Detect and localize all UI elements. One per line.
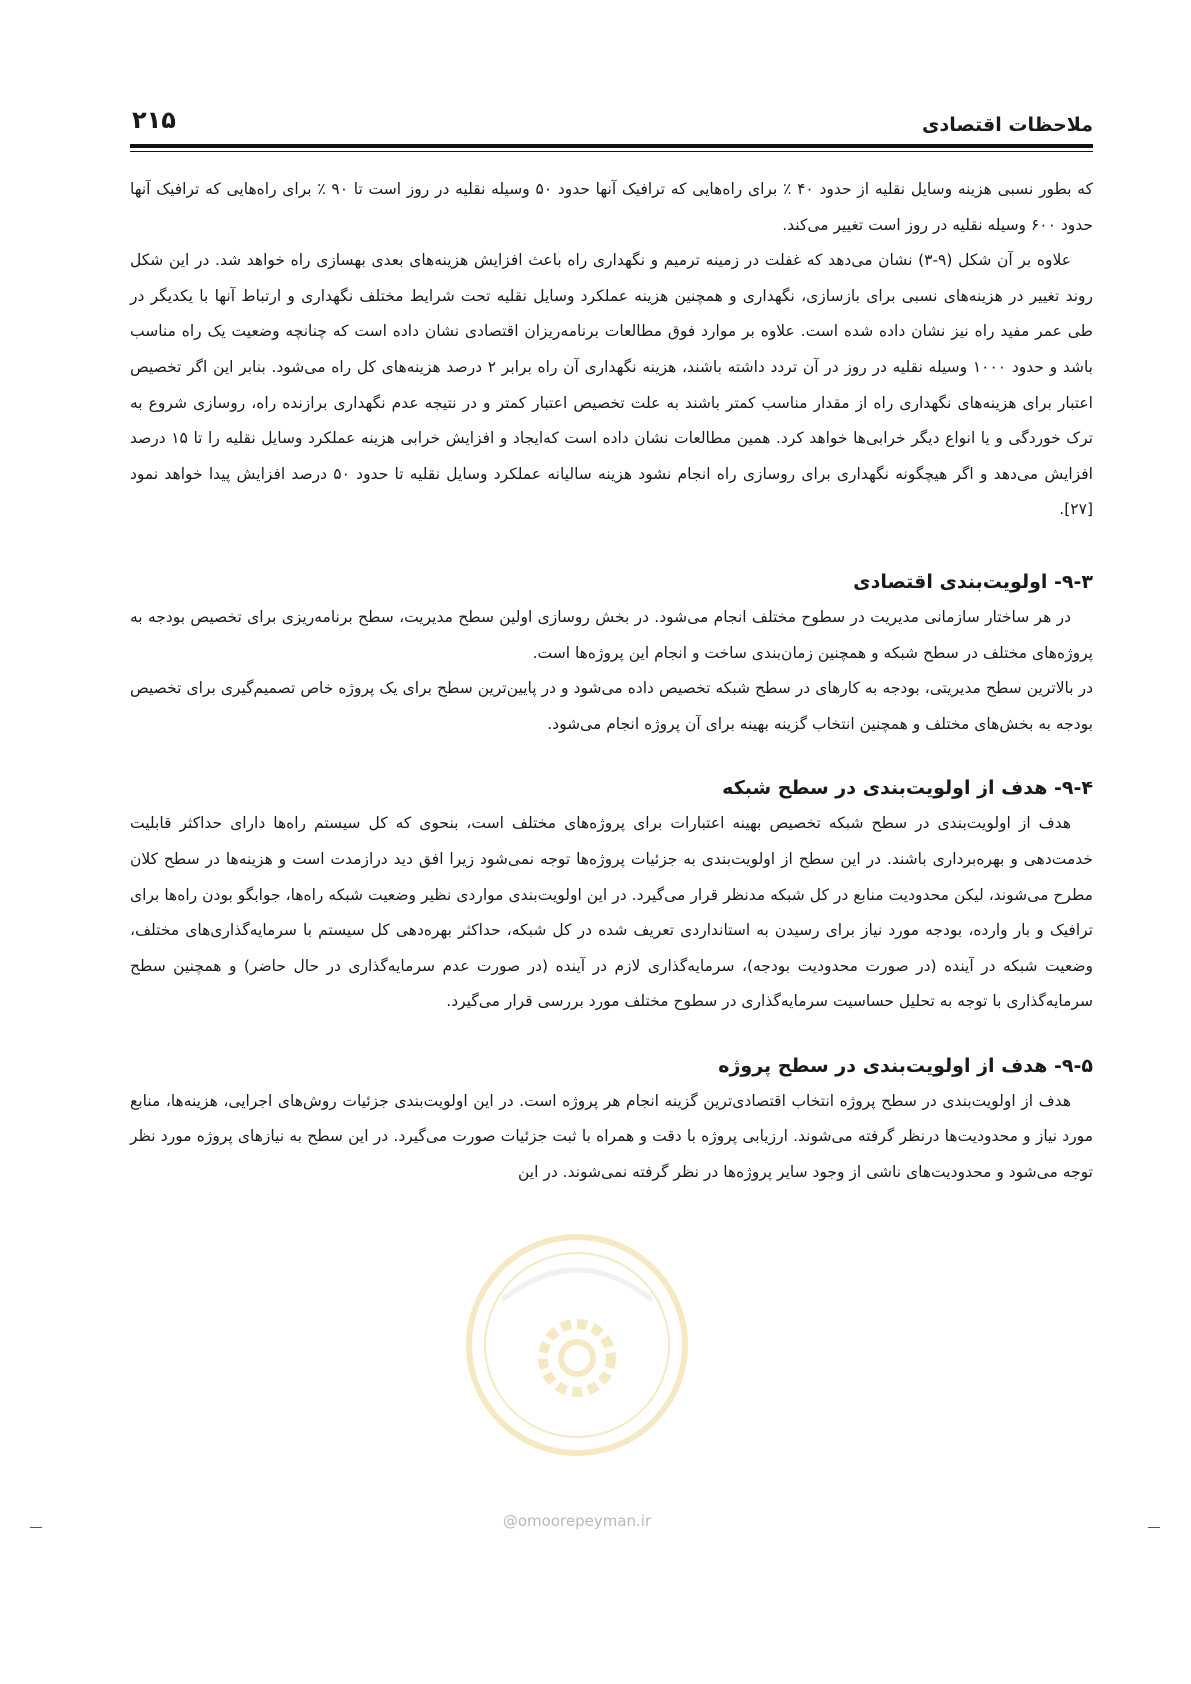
paragraph-1: که بطور نسبی هزینه وسایل نقلیه از حدود ۴۰ ٪ برای راه‌هایی که ترافیک آنها حدود ۵۰ وسیله نقلیه در روز است تا ۹۰ ٪ برای راه‌هایی که ترافیک آنها حدود ۶۰۰ وسیله نقلیه در روز است تغییر می‌کند. xyxy=(130,180,1094,234)
corner-mark-right xyxy=(1148,1527,1160,1528)
section-heading-9-5: ۹-۵- هدف از اولویت‌بندی در سطح پروژه xyxy=(718,1054,1093,1077)
page-number: ۲۱۵ xyxy=(132,106,176,134)
watermark-url: @omoorepeyman.ir xyxy=(502,1512,652,1530)
header-rule-thin xyxy=(130,151,1093,152)
paragraph-2: علاوه بر آن شکل (۹-۳) نشان می‌دهد که غفلت در زمینه ترمیم و نگهداری راه باعث افزایش هزینه‌های بعدی بهسازی راه خواهد شد. در این شکل روند تغییر در هزینه‌های نسبی برای بازسازی، نگهداری و همچنین هزینه عملکرد وسایل نقلیه تحت شرایط مختلف نگهداری و ارتباط آنها با یکدیگر در طی عمر مفید راه نیز نشان داده شده است. علاوه بر موارد فوق مطالعات برنامه‌ریزان اقتصادی نشان داده است که چنانچه وضعیت یک راه مناسب باشد و حدود ۱۰۰۰ وسیله نقلیه در روز در آن تردد داشته باشند، هزینه نگهداری آن راه برابر ۲ درصد هزینه‌های کل راه می‌شود. بنابر این اگر تخصیص اعتبار برای هزینه‌های نگهداری راه از مقدار مناسب کمتر باشند به علت تخصیص اعتبار کمتر و در نتیجه عدم نگهداری برازنده راه، روسازی شروع به ترک خوردگی و یا انواع دیگر خرابی‌ها خواهد کرد. همین مطالعات نشان داده است که‌ایجاد و افزایش خرابی هزینه عملکرد وسایل نقلیه را تا ۱۵ درصد افزایش می‌دهد و اگر هیچگونه نگهداری برای روسازی راه انجام نشود هزینه سالیانه عملکرد وسایل نقلیه تا حدود ۵۰ درصد افزایش پیدا خواهد نمود [۲۷]. xyxy=(130,251,1093,519)
section-heading-9-4: ۹-۴- هدف از اولویت‌بندی در سطح شبکه xyxy=(722,777,1093,800)
paragraph-3: در هر ساختار سازمانی مدیریت در سطوح مختلف انجام می‌شود. در بخش روسازی اولین سطح مدیریت، سطح برنامه‌ریزی برای تخصیص بودجه به پروژه‌های مختلف در سطح شبکه و همچنین زمان‌بندی ساخت و انجام این پروژه‌ها است. xyxy=(130,607,1093,662)
watermark-seal-logo xyxy=(462,1230,692,1460)
paragraph-5: هدف از اولویت‌بندی در سطح شبکه تخصیص بهینه اعتبارات برای پروژه‌های مختلف است، بنحوی که کل سیستم راه‌ها دارای حداکثر قابلیت خدمت‌دهی و بهره‌برداری باشند. در این سطح از اولویت‌بندی به جزئیات پروژه‌ها توجه نمی‌شود زیرا افق دید درازمدت است و هزینه‌ها در سطح کلان مطرح می‌شوند، لیکن محدودیت منابع در کل شبکه مدنظر قرار می‌گیرد. در این اولویت‌بندی مواردی نظیر وضعیت شبکه راه‌ها، جوابگو بودن راه‌ها برای ترافیک و بار وارده، بودجه مورد نیاز برای رسیدن به استانداردی تعریف شده در کل شبکه، حداکثر بهره‌دهی کل سیستم با سرمایه‌گذاری‌های مختلف، وضعیت شبکه در آینده (در صورت محدودیت بودجه)، سرمایه‌گذاری لازم در آینده (در صورت عدم سرمایه‌گذاری در حال حاضر) و همچنین سطح سرمایه‌گذاری با توجه به تحلیل حساسیت سرمایه‌گذاری در سطوح مختلف مورد بررسی قرار می‌گیرد. xyxy=(130,814,1093,1011)
header-rule-thick xyxy=(130,144,1093,148)
paragraph-6: هدف از اولویت‌بندی در سطح پروژه انتخاب اقتصادی‌ترین گزینه انجام هر پروژه است. در این اولویت‌بندی جزئیات روش‌های اجرایی، هزینه‌ها، منابع مورد نیاز و محدودیت‌ها درنظر گرفته می‌شوند. ارزیابی پروژه با دقت و همراه با ثبت جزئیات صورت می‌گیرد. در این سطح به نیازهای پروژه مورد نظر توجه می‌شود و محدودیت‌های ناشی از وجود سایر پروژه‌ها در نظر گرفته نمی‌شوند. در این xyxy=(130,1091,1093,1182)
paragraph-4: در بالاترین سطح مدیریتی، بودجه به کارهای در سطح شبکه تخصیص داده می‌شود و در پایین‌ترین سطح برای یک پروژه خاص تصمیم‌گیری برای تخصیص بودجه به بخش‌های مختلف و همچنین انتخاب گزینه بهینه برای آن پروژه انجام می‌شود. xyxy=(130,679,1093,733)
page-header xyxy=(130,104,1093,146)
running-title: ملاحظات اقتصادی xyxy=(922,114,1093,136)
corner-mark-left xyxy=(30,1527,42,1528)
section-heading-9-3: ۹-۳- اولویت‌بندی اقتصادی xyxy=(853,570,1093,593)
body-text xyxy=(130,172,1093,1191)
